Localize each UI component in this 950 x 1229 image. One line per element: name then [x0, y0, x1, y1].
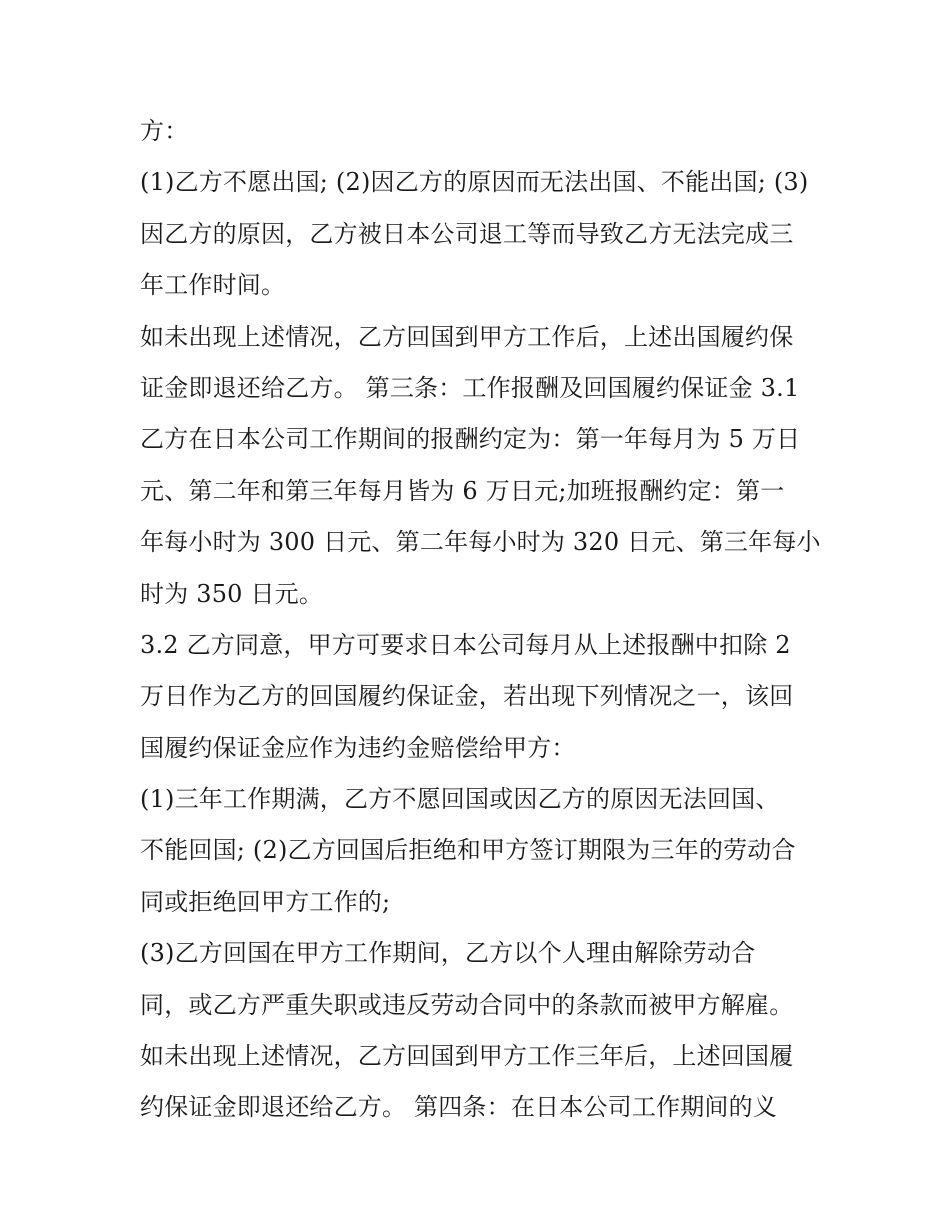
text-line: 同或拒绝回甲方工作的;	[140, 887, 391, 916]
text-line: 万日作为乙方的回国履约保证金，若出现下列情况之一，该回	[140, 682, 794, 711]
text-line: (3)乙方回国在甲方工作期间，乙方以个人理由解除劳动合	[140, 939, 756, 968]
text-line: 不能回国; (2)乙方回国后拒绝和甲方签订期限为三年的劳动合	[140, 836, 796, 865]
text-line: 元、第二年和第三年每月皆为 6 万日元;加班报酬约定：第一	[140, 476, 785, 505]
text-line: 约保证金即退还给乙方。 第四条：在日本公司工作期间的义	[140, 1093, 778, 1122]
text-line: 年每小时为 300 日元、第二年每小时为 320 日元、第三年每小	[140, 528, 821, 557]
text-line: 年工作时间。	[140, 271, 286, 300]
text-line: 时为 350 日元。	[140, 579, 324, 608]
text-line: 证金即退还给乙方。 第三条：工作报酬及回国履约保证金 3.1	[140, 373, 800, 402]
text-line: 如未出现上述情况，乙方回国到甲方工作三年后，上述回国履	[140, 1042, 794, 1071]
text-line: 因乙方的原因，乙方被日本公司退工等而导致乙方无法完成三	[140, 219, 794, 248]
text-line: 3.2 乙方同意，甲方可要求日本公司每月从上述报酬中扣除 2	[140, 630, 791, 659]
text-line: 国履约保证金应作为违约金赔偿给甲方：	[140, 733, 576, 762]
text-line: 如未出现上述情况，乙方回国到甲方工作后，上述出国履约保	[140, 322, 794, 351]
text-line: 乙方在日本公司工作期间的报酬约定为：第一年每月为 5 万日	[140, 425, 801, 454]
text-line: 同，或乙方严重失职或违反劳动合同中的条款而被甲方解雇。	[140, 990, 794, 1019]
text-line: 方：	[140, 117, 189, 145]
text-line: (1)乙方不愿出国; (2)因乙方的原因而无法出国、不能出国; (3)	[140, 168, 809, 197]
body-text	[140, 106, 830, 1134]
text-line: (1)三年工作期满，乙方不愿回国或因乙方的原因无法回国、	[140, 785, 780, 814]
